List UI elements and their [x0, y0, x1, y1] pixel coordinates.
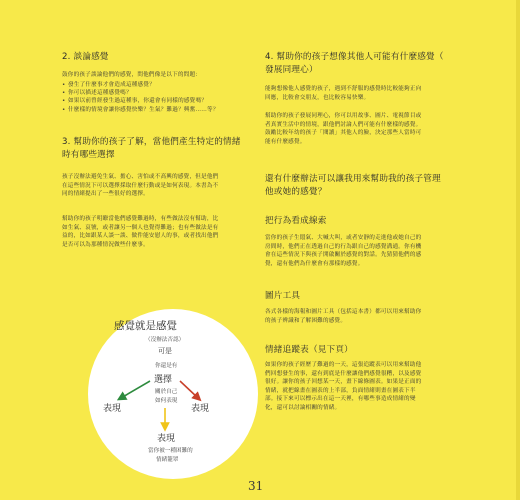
section-4-title-line2: 發展同理心）	[265, 64, 318, 75]
emotion-tracker-paragraph	[265, 361, 470, 413]
text-line: 如生氣、哀號，或者讓另一個人也覺得難過；也有些做法是有	[62, 224, 219, 231]
question-line1: 還有什麼辦法可以讓我用來幫助我的孩子管理	[265, 174, 441, 184]
diagram-behave-bottom: 表現	[157, 434, 176, 444]
emotion-tracker-heading: 情緒追蹤表（見下頁）	[265, 345, 353, 355]
question-line2: 他或她的感覺？	[265, 186, 327, 197]
question-heading	[265, 173, 475, 198]
text-line: 當你的孩子生悶氣、大喊大叫，或者安靜的走進他或她自己的	[265, 235, 422, 241]
text-line: 情緒，就把線畫在圖表的上半部，負面情緒則畫在圖表下半	[265, 387, 416, 394]
text-line: 各式各樣的海報和圖片工具（包括這本書）都可以用來幫助你	[265, 309, 422, 315]
text-line: 化，還可以討論相關的情緒。	[265, 404, 341, 411]
text-line: 回應，比較會交朋友，也比較容易快樂。	[265, 94, 370, 101]
diagram-about-own-2: 如何表現	[155, 398, 178, 404]
section-3-paragraph-1	[62, 173, 257, 199]
diagram-choice: 選擇	[154, 375, 173, 385]
diagram-you-can: 你還是有	[155, 363, 178, 369]
list-item: • 什麼樣的情境會讓你感覺快樂？生氣？難過？興奮……等？	[62, 106, 252, 114]
section-4-paragraph-1	[265, 85, 470, 102]
text-line: 覺，還有他們為什麼會有那樣的感覺。	[265, 260, 364, 267]
section-3-title-line1: 3. 幫助你的孩子了解，當他們產生特定的情緒	[62, 137, 241, 147]
text-line: 孩子沒辦法避免生氣、擔心、害怕或不高興的感覺，但是他們	[62, 174, 219, 180]
diagram-bottom-line-1: 當你被一種困難的	[148, 448, 193, 454]
text-line: 房間時，他們正在透過自己的行為跟自己的感覺溝通。你有機	[265, 243, 422, 250]
text-line: 能有什麼感覺。	[265, 138, 306, 145]
text-line: 鼓勵比較年幼的孩子「閱讀」其他人的臉，決定那些人當時可	[265, 130, 422, 137]
section-4-paragraph-2	[265, 112, 470, 146]
picture-tools-paragraph	[265, 308, 470, 325]
page-number: 31	[248, 479, 264, 493]
behavior-clue-heading: 把行為看成線索	[265, 216, 327, 226]
text-line: 的孩子辨識和了解困難的感覺。	[265, 317, 347, 324]
text-line: 會在這些情況下與孩子開啟關於感覺的對話。先猜猜他們的感	[265, 252, 422, 259]
text-line: 幫助你的孩子明瞭當他們感覺難過時，有些做法沒有幫助，比	[62, 216, 219, 222]
diagram-but: 可是	[158, 347, 172, 355]
section-2-title: 2. 談論感覺	[62, 52, 109, 62]
text-line: 如果你的孩子經歷了難過的一天，這張追蹤表可以用來幫助他	[265, 362, 422, 368]
text-line: 益的，比如跟某人談一談、做件能安慰人的事，或者找出他們	[62, 233, 219, 240]
section-4-title-line1: 4. 幫助你的孩子想像其他人可能有什麼感覺（	[265, 52, 444, 62]
text-line: 們回想發生的事，還有到底是什麼讓他們感覺很糟，以及感覺	[265, 370, 422, 377]
diagram-title: 感覺就是感覺	[114, 320, 177, 332]
section-2-intro: 鼓你的孩子談論他們的感覺，問他們像是以下的問題：	[62, 72, 202, 78]
section-4-title	[265, 51, 475, 76]
diagram-behave-right: 表現	[191, 404, 210, 414]
list-item: • 你可以描述這種感覺嗎？	[62, 89, 252, 97]
list-item: • 發生了什麼事才會造成這種感覺？	[62, 81, 252, 89]
section-3-paragraph-2	[62, 215, 257, 249]
text-line: 很好。讓你的孩子回想某一天，畫下線條圖表。如果是正面的	[265, 379, 422, 386]
section-2-bullets	[62, 81, 252, 114]
text-line: 幫助你的孩子發展同理心，你可以用故事、圖片、電視節目或	[265, 113, 422, 119]
text-line: 同的情緒提出了一些很好的選擇。	[62, 191, 149, 198]
section-3-title	[62, 136, 262, 161]
text-line: 部。接下來可以標示出在這一天裡，有哪些事造成情緒的變	[265, 396, 416, 403]
text-line: 能夠想像他人感覺的孩子，遇到不舒服的感覺時比較能夠正向	[265, 86, 422, 92]
picture-tools-heading: 圖片工具	[265, 291, 301, 301]
page-edge	[516, 0, 520, 500]
text-line: 是否可以為那種情況做些什麼事。	[62, 241, 149, 248]
diagram-subtitle: （沒辦法否認）	[145, 337, 185, 343]
behavior-clue-paragraph	[265, 234, 470, 268]
diagram-bottom-line-2: 情緒籠罩	[156, 457, 179, 463]
diagram-about-own-1: 關於自己	[155, 389, 178, 395]
text-line: 在這些情況下可以選擇採取什麼行動或是如何表現。本書為不	[62, 182, 219, 189]
text-line: 者真實生活中的情境，跟他們討論人們可能有什麼樣的感覺。	[265, 121, 422, 128]
section-3-title-line2: 時有哪些選擇	[62, 149, 115, 160]
diagram-behave-left: 表現	[103, 404, 122, 414]
list-item: • 如果以前曾經發生過這種事，你還會有同樣的感覺嗎？	[62, 97, 252, 105]
